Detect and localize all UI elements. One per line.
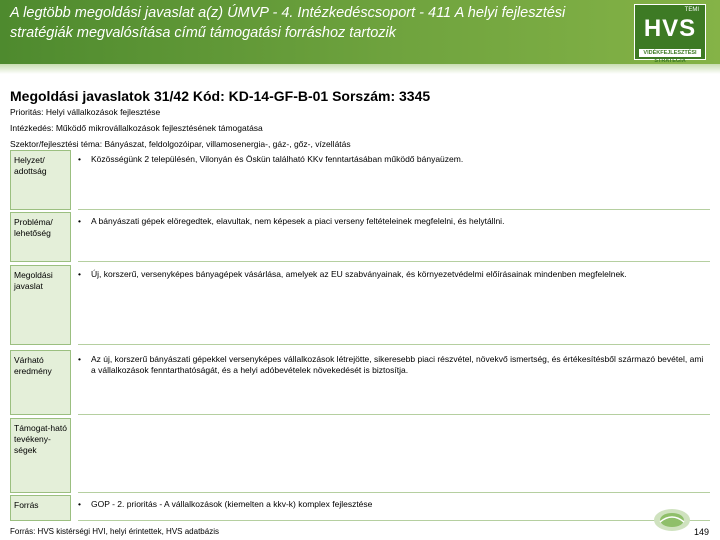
footer-source: Forrás: HVS kistérségi HVI, helyi érintettek, HVS adatbázis: [10, 527, 219, 536]
row-text-source: GOP - 2. prioritás - A vállalkozások (kiemelten a kkv-k) komplex fejlesztése: [91, 499, 373, 509]
row-content-situation: [78, 150, 710, 210]
header-strip: [0, 64, 720, 74]
row-text-problem: A bányászati gépek elöregedtek, elavultak, nem képesek a piaci verseny feltételeinek megfelelni, és helytállni.: [91, 216, 505, 226]
row-label-proposal: Megoldási javaslat: [10, 265, 71, 345]
hvs-logo: [634, 4, 706, 64]
row-label-activities: Támogat-ható tevékeny-ségek: [10, 418, 71, 493]
row-text-proposal: Új, korszerű, versenyképes bányagépek vásárlása, amelyek az EU szabványainak, és környezetvédelmi előírásainak mindenben megfelelnek.: [91, 269, 627, 279]
logo-sub-text: VIDÉKFEJLESZTÉSI STRATÉGIA: [643, 50, 697, 64]
bullet-icon: •: [78, 154, 81, 164]
row-text-situation: Közösségünk 2 településén, Vilonyán és Öskün található KKv fenntartásában működő bányaüzem.: [91, 154, 464, 164]
page-title: Megoldási javaslatok 31/42 Kód: KD-14-GF-B-01 Sorszám: 3345: [10, 88, 431, 104]
row-content-proposal: [78, 265, 710, 345]
row-content-activities: [78, 418, 710, 493]
bullet-icon: •: [78, 269, 81, 279]
bullet-icon: •: [78, 354, 81, 364]
row-content-source: [78, 495, 710, 521]
page-number: 149: [694, 527, 710, 537]
priority-text: Prioritás: Helyi vállalkozások fejlesztése: [10, 107, 161, 117]
row-label-result: Várható eredmény: [10, 350, 71, 415]
bullet-icon: •: [78, 499, 81, 509]
row-content-result: [78, 350, 710, 415]
bullet-icon: •: [78, 216, 81, 226]
logo-top-text: TEMI: [684, 7, 699, 13]
row-label-problem: Probléma/ lehetőség: [10, 212, 71, 262]
row-label-situation: Helyzet/ adottság: [10, 150, 71, 210]
row-label-source: Forrás: [10, 495, 71, 521]
row-text-result: Az új, korszerű bányászati gépekkel versenyképes vállalkozások létrejötte, sikeresebb piaci részvétel, növekvő ismertség, és értékesítésből származó bevétel, ami a vállalkozások fenntarthatóságát, és a helyi adóbevételek növekedését is biztosítja.: [91, 354, 704, 375]
sector-text: Szektor/fejlesztési téma: Bányászat, feldolgozóipar, villamosenergia-, gáz-, gőz-, vízellátás: [10, 139, 351, 149]
header-title: A legtöbb megoldási javaslat a(z) ÚMVP - 4. Intézkedéscsoport - 411 A helyi fejlesztési stratégiák megvalósítása című támogatási forráshoz tartozik: [10, 5, 566, 41]
row-content-problem: [78, 212, 710, 262]
logo-main-text: HVS: [643, 15, 697, 42]
footer-logo-icon: [652, 507, 692, 533]
header-bar: [0, 0, 720, 64]
measure-text: Intézkedés: Működő mikrovállalkozások fejlesztésének támogatása: [10, 123, 263, 133]
